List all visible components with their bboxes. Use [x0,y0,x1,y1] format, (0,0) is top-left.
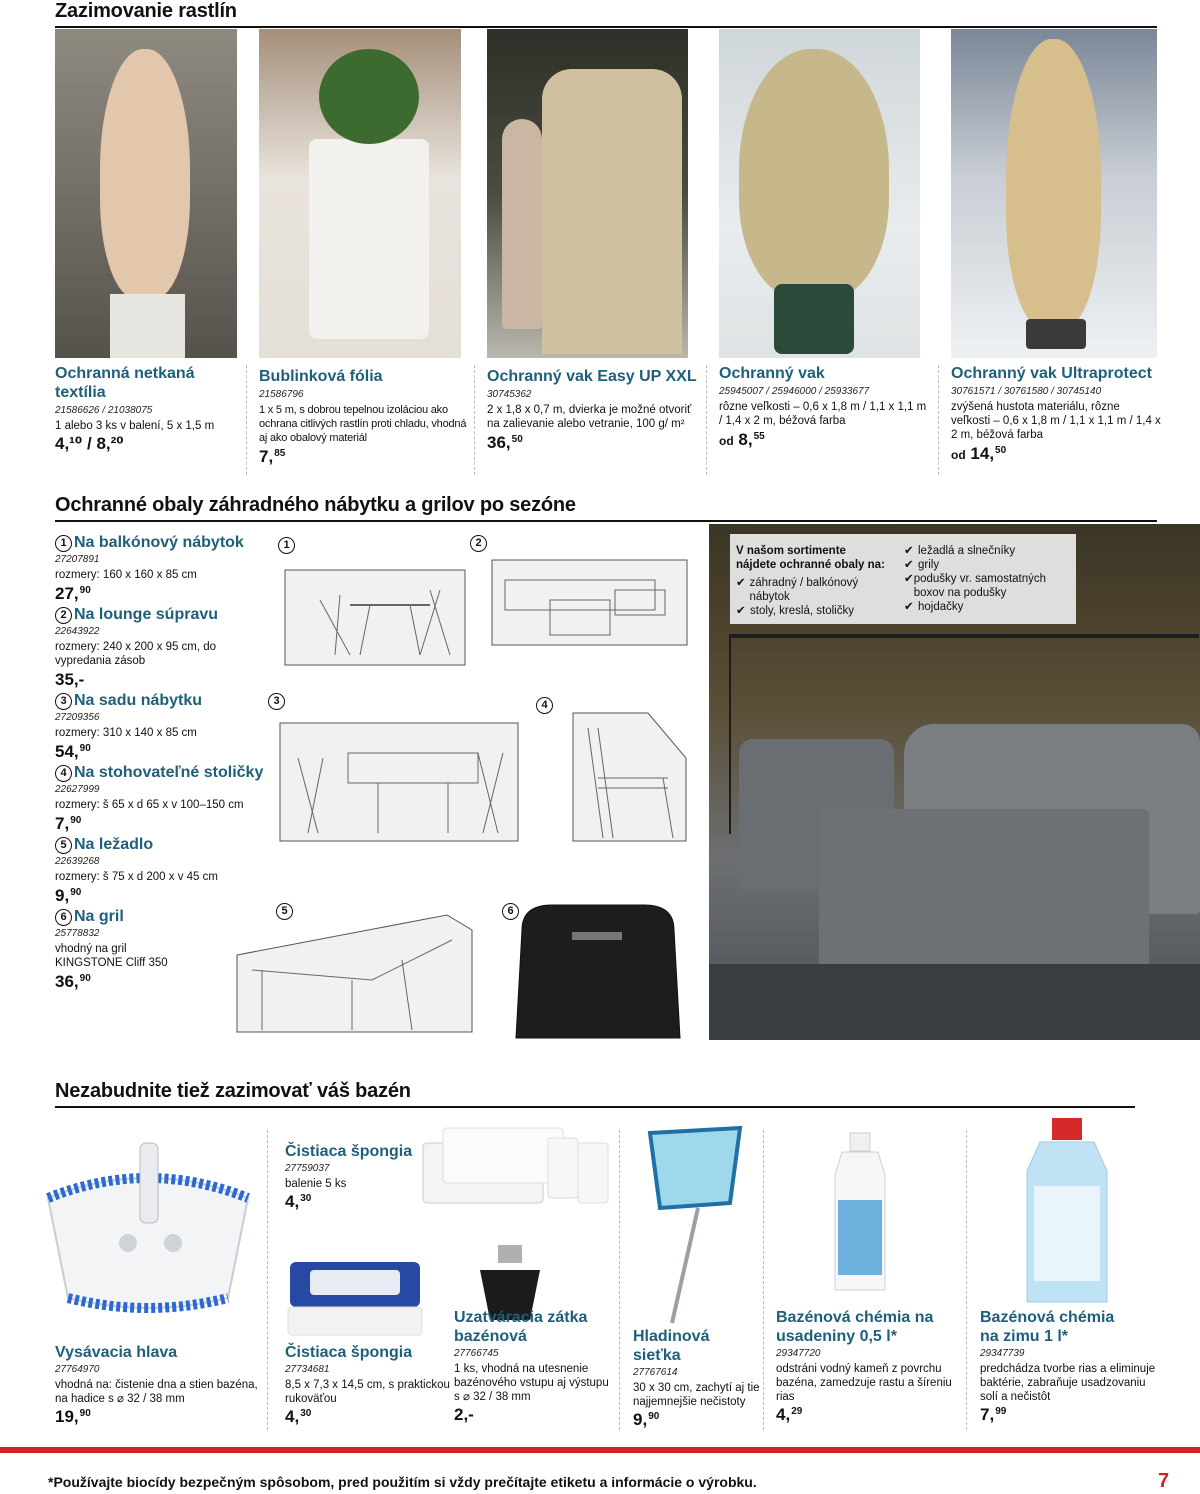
product-description: balenie 5 ks [285,1178,347,1190]
furniture-name: Na ležadlo [74,836,154,853]
product-name: Vysávacia hlava [55,1344,178,1361]
grill-cover-illustration [512,900,684,1040]
product-code: 27767614 [633,1367,678,1378]
product-description: 2 x 1,8 x 0,7 m, dvierka je možné otvoriť na zalievanie alebo vetranie, 100 g/ m² [487,404,692,430]
product-price: 19,90 [55,1407,91,1426]
furniture-item: 3 Na sadu nábytku 27209356 rozmery: 310 x 140 x 85 cm 54,90 [55,692,270,762]
product-price: 2,- [454,1405,474,1424]
illustration-number: 4 [536,696,555,714]
product-name: Uzatváracia zátka bazénová [454,1309,588,1345]
infobox-item: ležadlá a slnečníky [918,545,1016,557]
furniture-name: Na gril [74,908,124,925]
infobox-item: podušky vr. samostatných boxov na podušky [913,573,1047,599]
winter-chemistry-bottle-image [1022,1116,1112,1306]
product-description: rozmery: 310 x 140 x 85 cm [55,727,197,739]
product-code: 22639268 [55,856,100,867]
section-rule [55,520,1157,522]
product-code: 30761571 / 30761580 / 30745140 [951,386,1102,397]
vacuum-head-image [28,1138,266,1328]
footer-note: *Používajte biocídy bezpečným spôsobom, pred použitím si vždy prečítajte etiketu a informácie o výrobku. [48,1474,757,1490]
infobox-item: hojdačky [918,601,964,613]
furniture-item: 2 Na lounge súpravu 22643922 rozmery: 240 x 200 x 95 cm, do vypredania zásob 35,- [55,606,270,690]
illustration-number: 1 [278,536,297,554]
furniture-name: Na balkónový nábytok [74,534,244,551]
product-price: od 14,50 [951,444,1007,463]
product-name: Bazénová chémia na zimu 1 l* [980,1309,1115,1345]
infobox-list-right: ✔ ležadlá a slnečníky ✔ grily ✔ podušky vr. samostatných boxov na podušky ✔ hojdačky [904,544,1072,614]
infobox [730,534,1076,624]
section-rule [55,1106,1135,1108]
product-price: 27,90 [55,584,91,603]
product-price: 36,90 [55,972,91,991]
product-description: 1 alebo 3 ks v balení, 5 x 1,5 m [55,420,215,432]
product-description: rozmery: š 65 x d 65 x v 100–150 cm [55,799,244,811]
product-price: 7,99 [980,1405,1007,1424]
product-card [55,364,240,454]
furniture-name: Na lounge súpravu [74,606,219,623]
chemistry-bottle-image [830,1130,890,1295]
product-description: zvýšená hustota materiálu, rôzne veľkosti – 0,6 x 1,8 m / 1,1 x 1,1 m / 1,4 x 2 m, béžová farba [951,401,1161,441]
product-card [980,1308,1160,1425]
product-price: 9,90 [55,886,82,905]
product-card [776,1308,961,1425]
furniture-set-cover-illustration [278,718,520,843]
furniture-item: 5 Na ležadlo 22639268 rozmery: š 75 x d 200 x v 45 cm 9,90 [55,836,270,906]
infobox-item: stoly, kreslá, stoličky [750,605,854,617]
product-card [454,1308,616,1425]
product-price: 54,90 [55,742,91,761]
skimmer-net-image [630,1118,755,1328]
product-price: 4,29 [776,1405,803,1424]
product-image-textile [55,29,237,358]
product-name: Ochranný vak Ultraprotect [951,365,1152,382]
footer-red-bar [0,1447,1200,1453]
furniture-name: Na stohovateľné stoličky [74,764,264,781]
divider [966,1130,967,1430]
product-code: 27734681 [285,1364,330,1375]
product-code: 27766745 [454,1348,499,1359]
lounge-set-cover-illustration [490,555,690,650]
product-description: rozmery: 240 x 200 x 95 cm, do vypredania zásob [55,641,217,667]
product-name: Čistiaca špongia [285,1143,413,1160]
lounger-cover-illustration [232,910,476,1035]
product-description: rôzne veľkosti – 0,6 x 1,8 m / 1,1 x 1,1 m / 1,4 x 2 m, béžová farba [719,401,927,427]
product-description: odstráni vodný kameň z povrchu bazéna, zamedzuje rastu a šíreniu rias [776,1363,952,1403]
product-price: 4,30 [285,1407,312,1426]
product-card [259,367,467,467]
section-title-pool: Nezabudnite tiež zazimovať váš bazén [55,1080,411,1102]
sponge-with-handle-image [280,1252,430,1342]
divider [938,365,939,475]
product-card [285,1142,415,1212]
divider [706,365,707,475]
product-price: 4,¹⁰ / 8,²⁰ [55,434,124,453]
product-price: 35,- [55,670,85,689]
product-price: 36,50 [487,433,523,452]
divider [267,1130,268,1430]
stackable-chairs-cover-illustration [568,708,690,843]
section-rule [55,26,1157,28]
product-description: 1 x 5 m, s dobrou tepelnou izoláciou ako ochrana citlivých rastlín proti chladu, vhodná aj ako obalový materiál [259,404,467,444]
product-description: predchádza tvorbe rias a eliminuje baktérie, zabraňuje usadzovaniu solí a nečistôt [980,1363,1156,1403]
product-code: 30745362 [487,389,532,400]
product-description: vhodná na: čistenie dna a stien bazéna, na hadice s ⌀ 32 / 38 mm [55,1379,258,1405]
product-code: 27764970 [55,1364,100,1375]
product-image-easy-up [487,29,688,358]
product-name: Čistiaca špongia [285,1344,413,1361]
product-price: 7,85 [259,447,286,466]
infobox-heading: V našom sortimente nájdete ochranné obaly na: [736,545,885,571]
product-card [719,364,931,450]
product-code: 29347739 [980,1348,1025,1359]
product-price: 7,90 [55,814,82,833]
product-description: rozmery: 160 x 160 x 85 cm [55,569,197,581]
divider [763,1130,764,1430]
product-code: 21586796 [259,389,304,400]
infobox-item: záhradný / balkónový nábytok [749,577,859,603]
product-name: Bublinková fólia [259,368,383,385]
furniture-name: Na sadu nábytku [74,692,203,709]
infobox-item: grily [918,559,940,571]
illustration-number: 5 [276,902,295,920]
product-price: 4,30 [285,1192,312,1211]
product-code: 25778832 [55,928,100,939]
product-card [633,1327,761,1430]
product-card [285,1343,450,1427]
furniture-item: 4 Na stohovateľné stoličky 22627999 rozmery: š 65 x d 65 x v 100–150 cm 7,90 [55,764,270,834]
divider [619,1130,620,1430]
page-number: 7 [1158,1470,1170,1492]
furniture-item: 6 Na gril 25778832 vhodný na gril KINGSTONE Cliff 350 36,90 [55,908,270,992]
product-card [487,367,697,453]
divider [474,365,475,475]
product-description: 30 x 30 cm, zachytí aj tie najjemnejšie nečistoty [633,1382,760,1408]
product-code: 27207891 [55,554,100,565]
product-code: 27209356 [55,712,100,723]
product-code: 25945007 / 25946000 / 25933677 [719,386,870,397]
product-description: rozmery: š 75 x d 200 x v 45 cm [55,871,218,883]
product-image-bag [719,29,920,358]
product-name: Ochranný vak Easy UP XXL [487,368,697,385]
illustration-number: 6 [502,902,521,920]
product-price: 9,90 [633,1410,660,1429]
product-name: Ochranná netkaná textília [55,365,195,401]
infobox-list-left: ✔ záhradný / balkónový nábytok ✔ stoly, kreslá, stoličky [736,576,896,618]
product-code: 21586626 / 21038075 [55,405,153,416]
illustration-number: 2 [470,534,489,552]
section-title-furniture: Ochranné obaly záhradného nábytku a grilov po sezóne [55,494,576,516]
product-price: od 8,55 [719,430,765,449]
product-image-bubble-foil [259,29,461,358]
product-name: Hladinová sieťka [633,1328,710,1364]
product-card [951,364,1161,464]
product-description: vhodný na gril KINGSTONE Cliff 350 [55,943,168,969]
product-code: 27759037 [285,1163,330,1174]
product-image-ultraprotect [951,29,1157,358]
product-card [55,1343,265,1427]
product-description: 1 ks, vhodná na utesnenie bazénového vstupu aj výstupu s ⌀ 32 / 38 mm [454,1363,609,1403]
product-name: Bazénová chémia na usadeniny 0,5 l* [776,1309,934,1345]
illustration-number: 3 [268,692,287,710]
furniture-item: 1 Na balkónový nábytok 27207891 rozmery: 160 x 160 x 85 cm 27,90 [55,534,270,604]
product-name: Ochranný vak [719,365,825,382]
cleaning-sponges-image [418,1118,618,1218]
product-code: 22643922 [55,626,100,637]
product-code: 22627999 [55,784,100,795]
section-title-plants: Zazimovanie rastlín [55,0,237,22]
balcony-furniture-cover-illustration [280,560,470,670]
divider [246,365,247,475]
product-description: 8,5 x 7,3 x 14,5 cm, s praktickou rukoväťou [285,1379,450,1405]
product-code: 29347720 [776,1348,821,1359]
